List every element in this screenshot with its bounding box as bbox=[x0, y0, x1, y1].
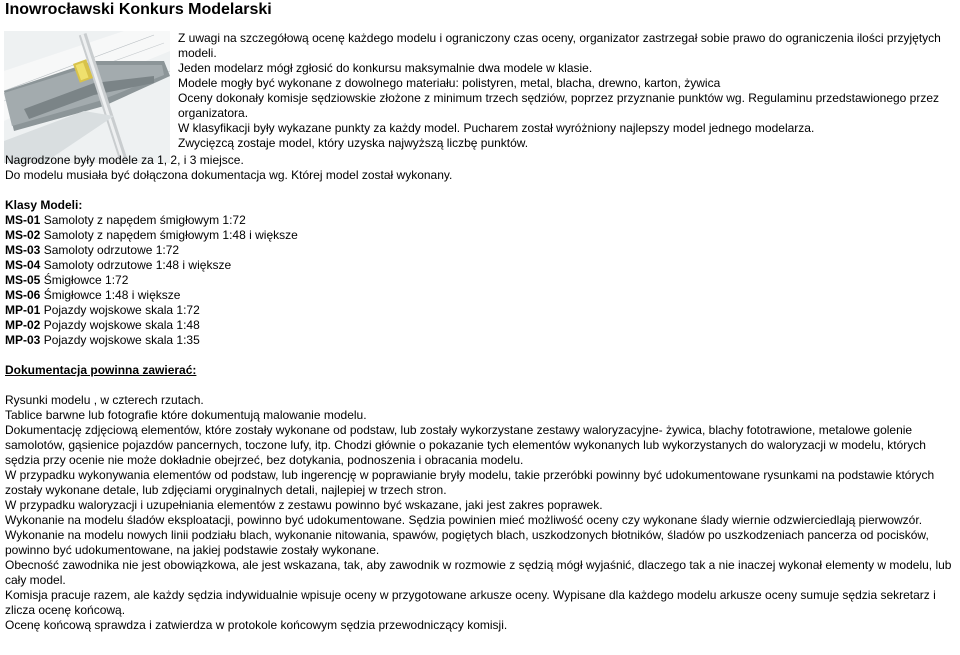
intro-paragraph: Modele mogły być wykonane z dowolnego materiału: polistyren, metal, blacha, drewno, karton, żywica bbox=[178, 76, 721, 90]
body-paragraph: Nagrodzone były modele za 1, 2, i 3 miejsce. bbox=[5, 153, 244, 167]
documentation-item: Tablice barwne lub fotografie które dokumentują malowanie modelu. bbox=[5, 408, 367, 422]
class-item bbox=[5, 318, 957, 333]
class-name: Śmigłowce 1:48 i większe bbox=[43, 288, 181, 302]
documentation-heading: Dokumentacja powinna zawierać: bbox=[5, 363, 197, 377]
document-body bbox=[5, 153, 957, 633]
class-name: Samoloty odrzutowe 1:72 bbox=[43, 243, 180, 257]
page-title: Inowrocławski Konkurs Modelarski bbox=[5, 1, 272, 18]
classes-heading: Klasy Modeli: bbox=[5, 198, 83, 212]
intro-paragraph: Zwycięzcą zostaje model, który uzyska najwyższą liczbę punktów. bbox=[178, 136, 529, 150]
class-name: Samoloty odrzutowe 1:48 i większe bbox=[43, 258, 232, 272]
class-name: Samoloty z napędem śmigłowym 1:48 i większe bbox=[43, 228, 298, 242]
class-code: MS-01 bbox=[5, 213, 41, 227]
classes-list bbox=[5, 213, 957, 348]
intro-paragraph: W klasyfikacji były wykazane punkty za każdy model. Pucharem został wyróżniony najlepszy model jednego modelarza. bbox=[178, 121, 815, 135]
class-code: MS-02 bbox=[5, 228, 41, 242]
model-photo bbox=[4, 31, 170, 163]
class-code: MS-05 bbox=[5, 273, 41, 287]
class-name: Śmigłowce 1:72 bbox=[43, 273, 129, 287]
documentation-item: Rysunki modelu , w czterech rzutach. bbox=[5, 393, 204, 407]
class-name: Pojazdy wojskowe skala 1:48 bbox=[43, 318, 200, 332]
class-code: MP-03 bbox=[5, 333, 41, 347]
documentation-item: W przypadku wykonywania elementów od podstaw, lub ingerencję w poprawianie bryły modelu, takie przeróbki powinny być udokumentowane rysunkami na podstawie których zostały wykonane detale, lub zdjęciami oryginalnych detali, najlepiej w trzech stron. bbox=[5, 468, 935, 497]
intro-paragraph: Z uwagi na szczegółową ocenę każdego modelu i ograniczony czas oceny, organizator zastrzegał sobie prawo do ograniczenia ilości przyjętych modeli. bbox=[178, 31, 941, 60]
class-item bbox=[5, 228, 957, 243]
documentation-list bbox=[5, 393, 957, 633]
class-code: MS-06 bbox=[5, 288, 41, 302]
documentation-item: Obecność zawodnika nie jest obowiązkowa, ale jest wskazana, tak, aby zawodnik w rozmowie z sędzią mógł wyjaśnić, dlaczego tak a nie inaczej wykonał elementy w modelu, lub cały model. bbox=[5, 558, 952, 587]
intro-paragraph: Oceny dokonały komisje sędziowskie złożone z minimum trzech sędziów, poprzez przyznanie punktów wg. Regulaminu przedstawionego przez organizatora. bbox=[178, 91, 940, 120]
class-item bbox=[5, 258, 957, 273]
class-code: MS-03 bbox=[5, 243, 41, 257]
intro-paragraph: Jeden modelarz mógł zgłosić do konkursu maksymalnie dwa modele w klasie. bbox=[178, 61, 593, 75]
class-code: MP-01 bbox=[5, 303, 41, 317]
class-item bbox=[5, 333, 957, 348]
documentation-item: Komisja pracuje razem, ale każdy sędzia indywidualnie wpisuje oceny w przygotowane arkusze oceny. Wypisane dla każdego modelu arkusze oceny sumuje sędzia sekretarz i zlicza ocenę końcową. bbox=[5, 588, 936, 617]
class-item bbox=[5, 273, 957, 288]
documentation-item: Wykonanie na modelu śladów eksploatacji, powinno być udokumentowane. Sędzia powinien mieć możliwość oceny czy wykonane ślady wiernie odzwierciedlają pierwowzór. bbox=[5, 513, 923, 527]
class-name: Samoloty z napędem śmigłowym 1:72 bbox=[43, 213, 246, 227]
body-paragraph: Do modelu musiała być dołączona dokumentacja wg. Której model został wykonany. bbox=[5, 168, 453, 182]
documentation-item: Ocenę końcową sprawdza i zatwierdza w protokole końcowym sędzia przewodniczący komisji. bbox=[5, 618, 508, 632]
class-item bbox=[5, 243, 957, 258]
documentation-item: Wykonanie na modelu nowych linii podziału blach, wykonanie nitowania, spawów, pogiętych blach, uszkodzonych błotników, śladów po uszkodzeniach pancerza od pocisków, powinno być udokumentowane, na jakiej podstawie zostały wykonane. bbox=[5, 528, 929, 557]
documentation-item: Dokumentację zdjęciową elementów, które zostały wykonane od podstaw, lub zostały wykorzystane zestawy waloryzacyjne- żywica, blachy fototrawione, metalowe golenie samolotów, gąsienice pojazdów pancernych, toczone lufy, itp. Chodzi głównie o pokazanie tych elementów wykonanych lub wykorzystanych do waloryzacji w modelu, których sędzia przy ocenie nie może dokładnie obejrzeć, bez dotykania, podnoszenia i obracania modelu. bbox=[5, 423, 926, 467]
class-name: Pojazdy wojskowe skala 1:72 bbox=[43, 303, 200, 317]
class-code: MS-04 bbox=[5, 258, 41, 272]
class-item bbox=[5, 303, 957, 318]
documentation-item: W przypadku waloryzacji i uzupełniania elementów z zestawu powinno być wskazane, jaki jest zakres poprawek. bbox=[5, 498, 603, 512]
class-item bbox=[5, 213, 957, 228]
intro-text bbox=[178, 31, 956, 151]
model-airplane-image bbox=[4, 31, 170, 163]
class-item bbox=[5, 288, 957, 303]
class-name: Pojazdy wojskowe skala 1:35 bbox=[43, 333, 200, 347]
class-code: MP-02 bbox=[5, 318, 41, 332]
